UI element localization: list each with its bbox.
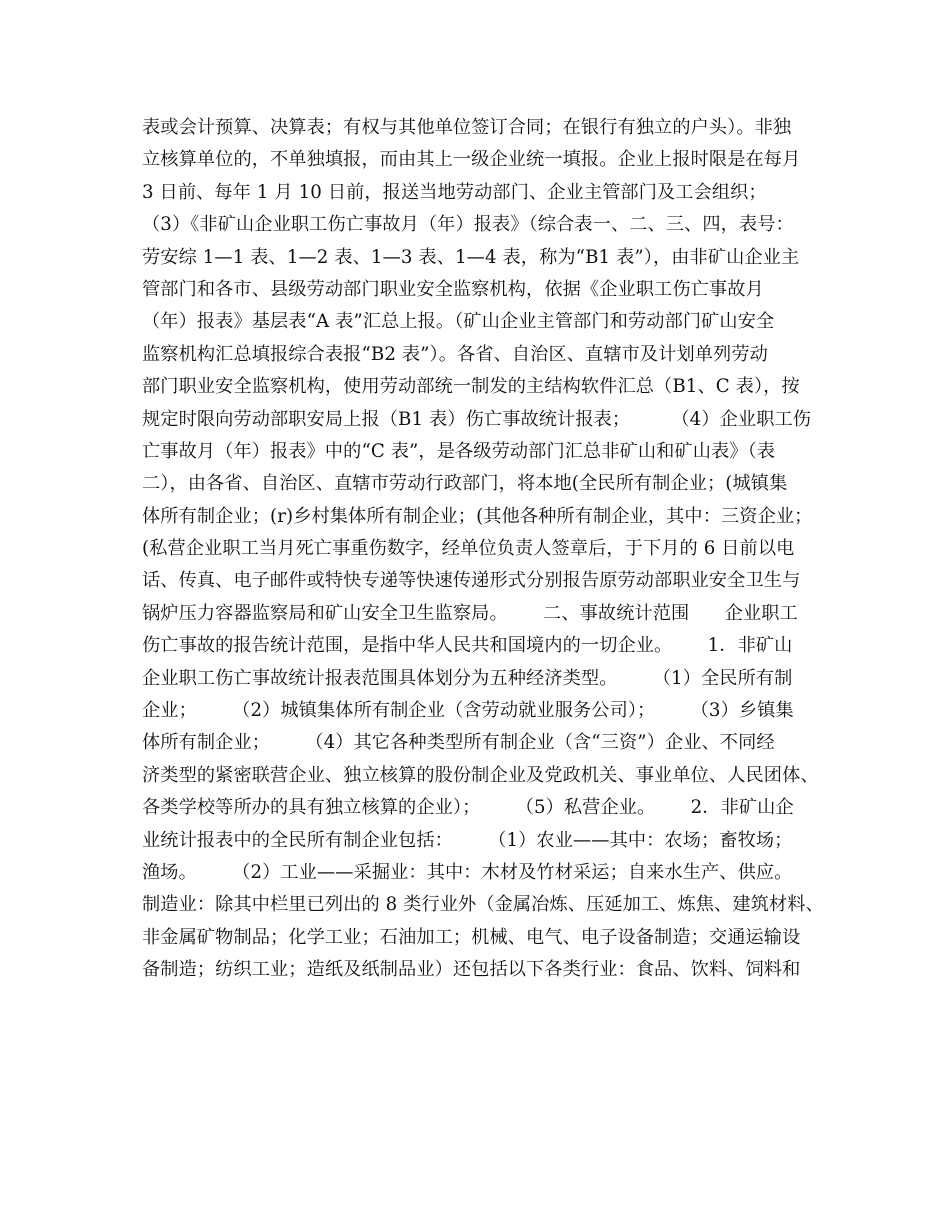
text-line: （3）《非矿山企业职工伤亡事故月（年）报表》（综合表一、二、三、四，表号： bbox=[142, 214, 794, 236]
text-line: 业统计报表中的全民所有制企业包括： （1）农业——其中：农场；畜牧场； bbox=[142, 829, 793, 851]
text-line: 规定时限向劳动部职安局上报（B1 表）伤亡事故统计报表； （4）企业职工伤 bbox=[142, 408, 812, 430]
text-line: 3 日前、每年 1 月 10 日前，报送当地劳动部门、企业主管部门及工会组织； bbox=[142, 181, 767, 203]
text-line: (私营企业职工当月死亡事重伤数字，经单位负责人签章后，于下月的 6 日前以电 bbox=[142, 538, 795, 560]
text-line: 二），由各省、自治区、直辖市劳动行政部门，将本地(全民所有制企业；(城镇集 bbox=[142, 473, 788, 495]
text-line: 表或会计预算、决算表；有权与其他单位签订合同；在银行有独立的户头）。非独 bbox=[142, 117, 792, 138]
text-line: 各类学校等所办的具有独立核算的企业）； （5）私营企业。 2．非矿山企 bbox=[142, 797, 794, 819]
text-line: （年）报表》基层表“A 表”汇总上报。（矿山企业主管部门和劳动部门矿山安全 bbox=[142, 311, 775, 333]
text-line: 企业职工伤亡事故统计报表范围具体划分为五种经济类型。 （1）全民所有制 bbox=[142, 667, 793, 689]
text-line: 体所有制企业； （4）其它各种类型所有制企业（含“三资”）企业、不同经 bbox=[142, 732, 775, 754]
text-line: 制造业：除其中栏里已列出的 8 类行业外（金属冶炼、压延加工、炼焦、建筑材料、 bbox=[142, 894, 824, 916]
text-line: 济类型的紧密联营企业、独立核算的股份制企业及党政机关、事业单位、人民团体、 bbox=[142, 764, 819, 786]
text-line: 体所有制企业；(r)乡村集体所有制企业；(其他各种所有制企业，其中：三资企业； bbox=[142, 505, 813, 527]
text-line: 监察机构汇总填报综合表报“B2 表”）。各省、自治区、直辖市及计划单列劳动 bbox=[142, 343, 768, 365]
body-text bbox=[142, 112, 832, 987]
text-line: 锅炉压力容器监察局和矿山安全卫生监察局。 二、事故统计范围 企业职工 bbox=[142, 602, 798, 624]
text-line: 亡事故月（年）报表》中的“C 表”，是各级劳动部门汇总非矿山和矿山表》（表 bbox=[142, 440, 776, 462]
text-line: 企业； （2）城镇集体所有制企业（含劳动就业服务公司）； （3）乡镇集 bbox=[142, 700, 794, 722]
text-line: 伤亡事故的报告统计范围，是指中华人民共和国境内的一切企业。 1．非矿山 bbox=[142, 635, 793, 657]
text-line: 部门职业安全监察机构，使用劳动部统一制发的主结构软件汇总（B1、C 表），按 bbox=[142, 376, 800, 398]
text-line: 劳安综 1—1 表、1—2 表、1—3 表、1—4 表，称为“B1 表”），由非矿山企业主 bbox=[142, 246, 800, 268]
text-line: 立核算单位的，不单独填报，而由其上一级企业统一填报。企业上报时限是在每月 bbox=[142, 149, 801, 171]
text-line: 备制造；纺织工业；造纸及纸制品业）还包括以下各类行业：食品、饮料、饲料和 bbox=[142, 959, 801, 981]
text-line: 话、传真、电子邮件或特快专递等快速传递形式分别报告原劳动部职业安全卫生与 bbox=[142, 570, 801, 592]
text-line: 渔场。 （2）工业——采掘业：其中：木材及竹材采运；自来水生产、供应。 bbox=[142, 861, 793, 883]
text-line: 非金属矿物制品；化学工业；石油加工；机械、电气、电子设备制造；交通运输设 bbox=[142, 926, 801, 948]
text-line: 管部门和各市、县级劳动部门职业安全监察机构，依据《企业职工伤亡事故月 bbox=[142, 278, 764, 300]
